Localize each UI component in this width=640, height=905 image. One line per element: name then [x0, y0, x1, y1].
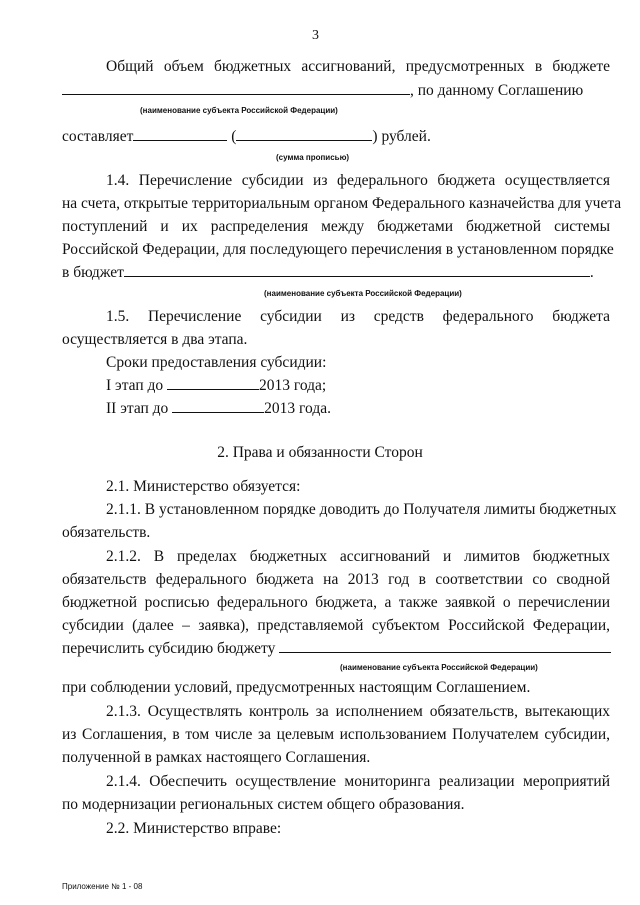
- s212-line4: субсидии (далее – заявка), представляемой субъектом Российской Федерации,: [62, 617, 610, 634]
- p1-line3: [62, 128, 431, 146]
- s212-line3: бюджетной росписью федерального бюджета, а также заявкой о перечислении: [62, 594, 610, 611]
- stage2-suffix: 2013 года.: [264, 400, 331, 417]
- subject-name-blank: [62, 83, 410, 95]
- s15-line2: осуществляется в два этапа.: [62, 331, 248, 348]
- s212-line2: обязательств федерального бюджета на 2013 год в соответствии со сводной: [62, 571, 610, 588]
- s213-line1: 2.1.3. Осуществлять контроль за исполнением обязательств, вытекающих: [106, 703, 610, 720]
- stage2-date-blank: [172, 401, 264, 413]
- s15-line1: 1.5. Перечисление субсидии из средств федерального бюджета: [106, 308, 610, 325]
- s21: 2.1. Министерство обязуется:: [106, 478, 301, 495]
- p1-line3-suffix: ) рублей.: [372, 128, 431, 145]
- s15-stage2: [106, 400, 331, 418]
- s214-line1: 2.1.4. Обеспечить осуществление мониторинга реализации мероприятий: [106, 773, 610, 790]
- s212-line6: при соблюдении условий, предусмотренных настоящим Соглашением.: [62, 679, 531, 696]
- stage1-date-blank: [167, 378, 259, 390]
- footer: Приложение № 1 - 08: [62, 882, 143, 891]
- s212-line5: [62, 640, 611, 658]
- s15-stage1: [106, 377, 326, 395]
- s211-line1: 2.1.1. В установленном порядке доводить до Получателя лимиты бюджетных: [106, 501, 617, 518]
- s212-line5-prefix: перечислить субсидию бюджету: [62, 640, 276, 657]
- s22: 2.2. Министерство вправе:: [106, 820, 282, 837]
- s212-line1: 2.1.2. В пределах бюджетных ассигнований и лимитов бюджетных: [106, 548, 610, 565]
- p1-line2-suffix: , по данному Соглашению: [410, 82, 584, 99]
- s213-line3: полученной в рамках настоящего Соглашения.: [62, 749, 371, 766]
- p1-line1: Общий объем бюджетных ассигнований, предусмотренных в бюджете: [106, 58, 610, 75]
- p1-caption: (наименование субъекта Российской Федерации): [140, 106, 338, 115]
- section2-title: 2. Права и обязанности Сторон: [217, 444, 423, 461]
- s14-line3: поступлений и их распределения между бюджетами бюджетной системы: [62, 218, 610, 235]
- s14-line5-prefix: в бюджет: [62, 264, 124, 281]
- s14-line5-suffix: .: [589, 264, 594, 281]
- p1-line3-mid: (: [231, 128, 237, 145]
- s212-caption: (наименование субъекта Российской Федерации): [340, 663, 538, 672]
- s14-caption: (наименование субъекта Российской Федерации): [264, 289, 462, 298]
- p1-caption2: (сумма прописью): [276, 153, 350, 162]
- s14-line2: на счета, открытые территориальным органом Федерального казначейства для учета: [62, 195, 622, 212]
- page-number: 3: [312, 28, 319, 43]
- s14-line4: Российской Федерации, для последующего перечисления в установленном порядке: [62, 241, 614, 258]
- stage1-prefix: I этап до: [106, 377, 164, 394]
- p1-line3-prefix: составляет: [62, 128, 134, 145]
- p1-line2: [62, 82, 583, 100]
- s14-line5: [62, 264, 594, 282]
- s212-subject-blank: [279, 641, 611, 653]
- amount-blank: [133, 129, 227, 141]
- s15-line3: Сроки предоставления субсидии:: [106, 354, 327, 371]
- s14-subject-blank: [124, 265, 590, 277]
- s14-line1: 1.4. Перечисление субсидии из федерального бюджета осуществляется: [106, 172, 610, 189]
- s213-line2: из Соглашения, в том числе за целевым использованием Получателем субсидии,: [62, 726, 610, 743]
- amount-words-blank: [236, 129, 372, 141]
- s211-line2: обязательств.: [62, 524, 151, 541]
- stage1-suffix: 2013 года;: [259, 377, 327, 394]
- s214-line2: по модернизации региональных систем общего образования.: [62, 796, 465, 813]
- stage2-prefix: II этап до: [106, 400, 169, 417]
